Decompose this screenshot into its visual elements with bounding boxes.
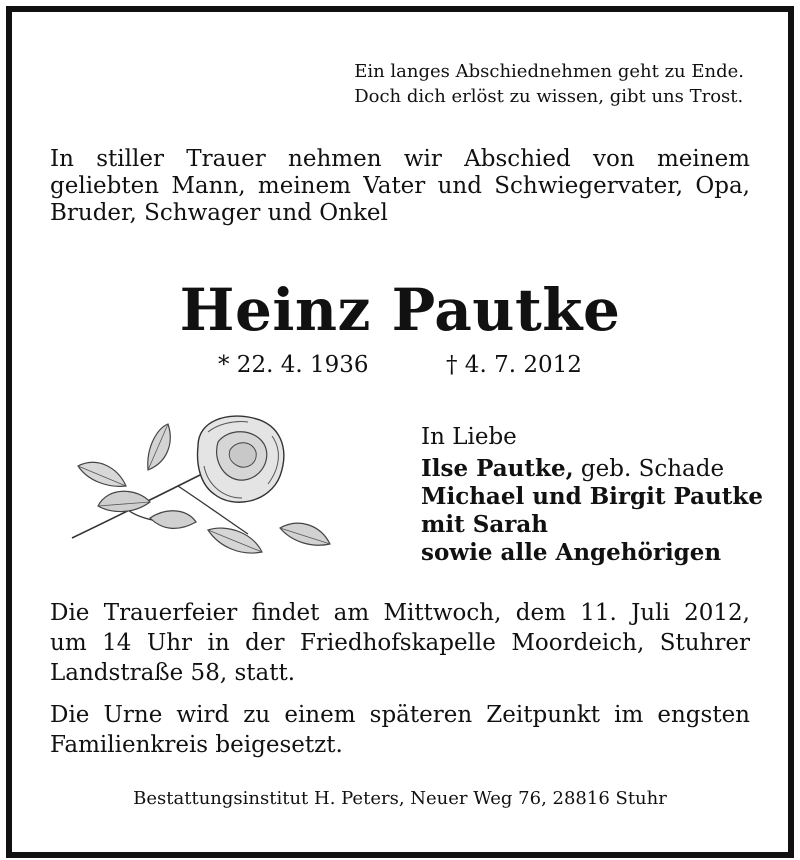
signer-line [421,455,763,483]
signer-sarah: mit Sarah [421,511,548,538]
ceremony-text [50,598,750,688]
signer-ilse-maiden: geb. Schade [573,456,725,482]
death-date: † 4. 7. 2012 [446,352,582,378]
signer-line [421,539,763,567]
rose-icon [58,406,338,586]
intro-line: Bruder, Schwager und Onkel [50,200,388,226]
ceremony-line: um 14 Uhr in der Friedhofskapelle Moordeich, Stuhrer [50,630,750,656]
deceased-name: Heinz Pautke [179,276,621,344]
ceremony-line: Die Trauerfeier findet am Mittwoch, dem 11. Juli 2012, [50,600,750,626]
signers-block [421,423,763,567]
intro-text [50,146,750,227]
quote-line: Ein langes Abschiednehmen geht zu Ende. [354,61,744,82]
signer-relatives: sowie alle Angehörigen [421,539,722,566]
signer-line [421,511,763,539]
ceremony-line: Landstraße 58, statt. [50,660,296,686]
opening-quote [354,59,744,109]
birth-date: * 22. 4. 1936 [218,352,369,378]
signers-heading: In Liebe [421,424,517,450]
urn-line: Die Urne wird zu einem späteren Zeitpunkt im engsten [50,702,750,728]
urn-line: Familienkreis beigesetzt. [50,732,343,758]
signer-michael-birgit: Michael und Birgit Pautke [421,483,763,510]
funeral-home-footer: Bestattungsinstitut H. Peters, Neuer Weg 76, 28816 Stuhr [133,788,667,809]
quote-line: Doch dich erlöst zu wissen, gibt uns Trost. [354,86,744,107]
intro-line: In stiller Trauer nehmen wir Abschied von meinem [50,146,750,172]
signer-ilse-name: Ilse Pautke, [421,455,574,482]
intro-line: geliebten Mann, meinem Vater und Schwiegervater, Opa, [50,173,750,199]
urn-text [50,700,750,760]
signer-line [421,483,763,511]
